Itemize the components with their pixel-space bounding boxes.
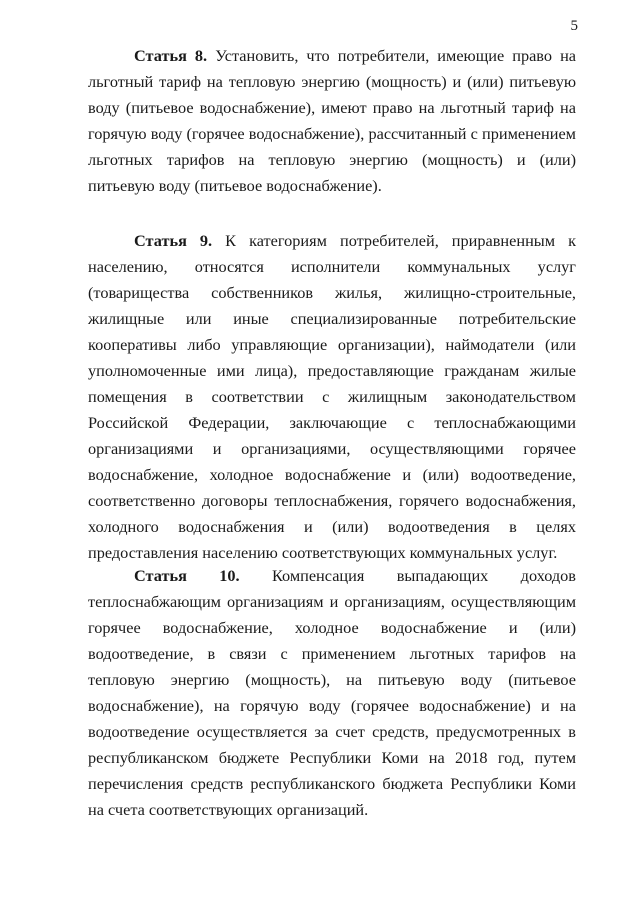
article-8-text: Установить, что потребители, имеющие право на льготный тариф на тепловую энергию (мощность) и (или) питьевую воду (питьевое водоснабжение), имеют право на льготный тариф на горячую воду (горячее водоснабжение), рассчитанный с применением льготных тарифов на тепловую энергию (мощность) и (или) питьевую воду (питьевое водоснабжение). <box>88 46 577 195</box>
article-9-paragraph <box>88 228 576 566</box>
article-10-heading: Статья 10. <box>134 566 240 585</box>
article-10-text: Компенсация выпадающих доходов теплоснабжающим организациям и организациям, осуществляющим горячее водоснабжение, холодное водоснабжение и (или) водоотведение, в связи с применением льготных тарифов на тепловую энергию (мощность), на питьевую воду (питьевое водоснабжение), на горячую воду (горячее водоснабжение) и на водоотведение осуществляется за счет средств, предусмотренных в республиканском бюджете Республики Коми на 2018 год, путем перечисления средств республиканского бюджета Республики Коми на счета соответствующих организаций. <box>88 566 576 819</box>
article-8-heading: Статья 8. <box>134 46 208 65</box>
article-8-paragraph <box>88 43 576 199</box>
article-9-text: К категориям потребителей, приравненным к населению, относятся исполнители коммунальных услуг (товарищества собственников жилья, жилищно-строительные, жилищные или иные специализированные потребительские кооперативы либо управляющие организации), наймодатели (или уполномоченные ими лица), предоставляющие гражданам жилые помещения в соответствии с жилищным законодательством Российской Федерации, заключающие с теплоснабжающими организациями и организациями, осуществляющими горячее водоснабжение, холодное водоснабжение и (или) водоотведение, соответственно договоры теплоснабжения, горячего водоснабжения, холодного водоснабжения и (или) водоотведения в целях предоставления населению соответствующих коммунальных услуг. <box>88 231 576 562</box>
article-10-paragraph <box>88 563 576 823</box>
page-number: 5 <box>570 18 578 34</box>
article-9-heading: Статья 9. <box>134 231 213 250</box>
